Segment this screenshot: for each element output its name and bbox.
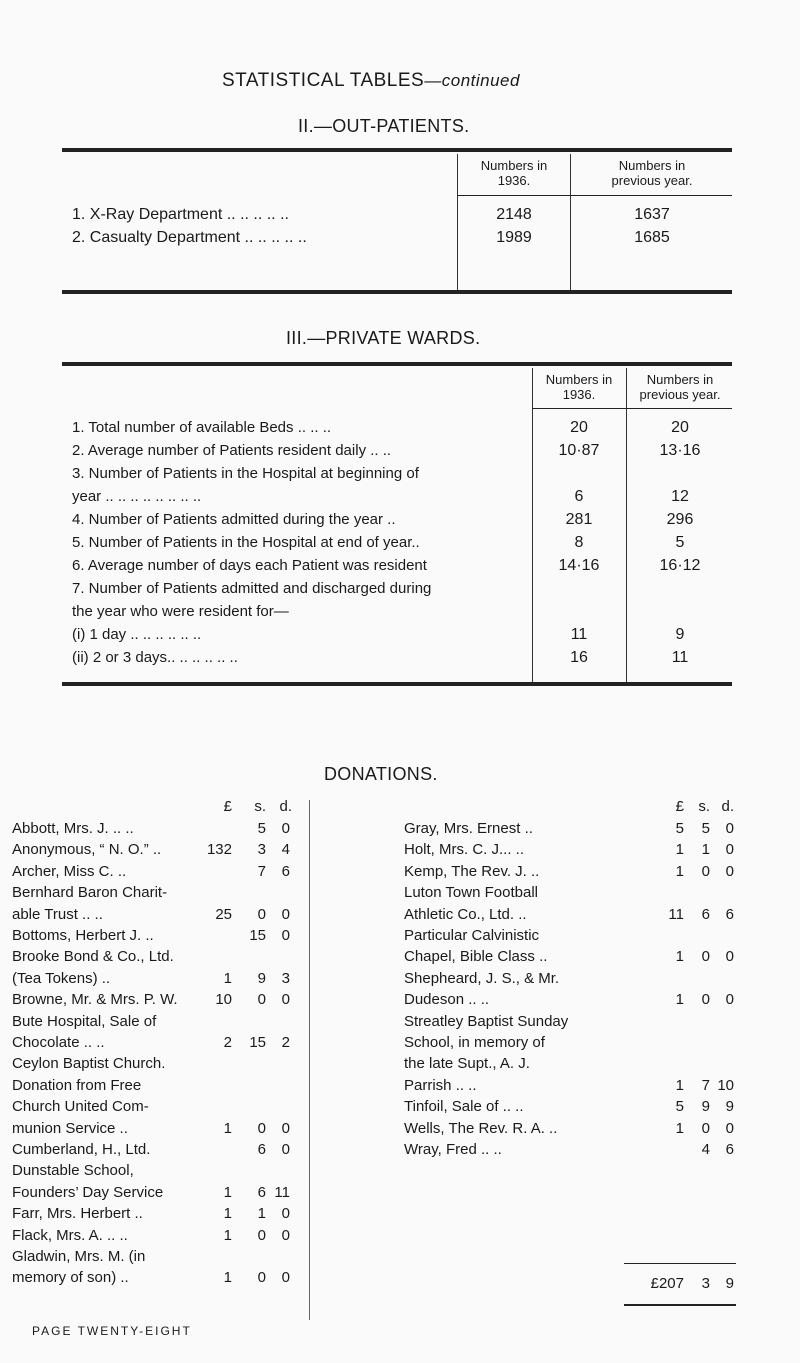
header-rule (532, 408, 732, 409)
top-rule (62, 148, 732, 152)
page-header (222, 70, 520, 92)
value-previous: 5 (675, 534, 685, 551)
shillings: 0 (257, 905, 266, 923)
total-rule-bottom (624, 1304, 736, 1306)
shillings: 6 (701, 905, 710, 923)
pence: 6 (281, 862, 290, 880)
pence: 4 (281, 841, 290, 859)
table-row-label: 1. X-Ray Department .. .. .. .. .. (72, 206, 289, 223)
column-header-1936: Numbers in 1936. (545, 372, 613, 402)
shillings: 15 (249, 1034, 266, 1051)
outpatients-title: II.—OUT-PATIENTS. (298, 116, 470, 136)
pence: 0 (725, 841, 734, 859)
value-previous: 1685 (634, 229, 670, 246)
pounds: 1 (675, 1076, 684, 1094)
donations-title: DONATIONS. (324, 764, 438, 784)
donor-name: Cumberland, H., Ltd. (12, 1141, 151, 1158)
donor-name: Parrish .. .. (404, 1076, 477, 1094)
value-previous: 296 (666, 511, 694, 528)
pounds: 1 (223, 1183, 232, 1201)
pence: 3 (281, 969, 290, 987)
value-1936: 8 (574, 534, 584, 551)
shillings: 15 (249, 927, 266, 944)
shillings: 7 (257, 862, 266, 880)
shillings: 0 (257, 1269, 266, 1287)
shillings: 6 (257, 1141, 266, 1158)
column-header-previous: Numbers in previous year. (639, 372, 721, 402)
shillings: 9 (257, 969, 266, 987)
donor-name: Dudeson .. .. (404, 991, 490, 1009)
pence: 0 (725, 948, 734, 966)
left-pence-head: d. (279, 798, 292, 815)
donor-name: munion Service .. (12, 1119, 128, 1137)
left-shillings-head: s. (254, 798, 266, 815)
donor-name: Brooke Bond & Co., Ltd. (12, 948, 174, 966)
table-row-label: the year who were resident for— (72, 603, 289, 620)
shillings: 0 (701, 948, 710, 966)
shillings: 0 (701, 1119, 710, 1137)
pence: 0 (281, 927, 290, 944)
value-previous: 16·12 (659, 557, 701, 574)
value-1936: 2148 (496, 206, 532, 223)
donor-name: Gray, Mrs. Ernest .. (404, 820, 533, 837)
shillings: 4 (701, 1141, 710, 1158)
donor-name: Bute Hospital, Sale of (12, 1012, 157, 1030)
shillings: 1 (701, 841, 710, 859)
pence: 0 (281, 1269, 290, 1287)
shillings: 0 (257, 1119, 266, 1137)
right-shillings-head: s. (698, 798, 710, 815)
value-1936: 10·87 (558, 442, 600, 459)
pence: 9 (725, 1098, 734, 1116)
pence: 0 (281, 820, 290, 837)
value-previous: 12 (671, 488, 689, 505)
total-pounds: £207 (650, 1275, 684, 1292)
pence: 0 (725, 820, 734, 837)
donor-name: Bernhard Baron Charit- (12, 884, 168, 902)
value-1936: 6 (574, 488, 584, 505)
donor-name: Ceylon Baptist Church. (12, 1055, 166, 1073)
shillings: 6 (257, 1183, 266, 1201)
table-row-label: year .. .. .. .. .. .. .. .. (72, 488, 202, 505)
pence: 11 (274, 1183, 290, 1201)
pounds: 1 (223, 1226, 232, 1244)
value-1936: 281 (565, 511, 593, 528)
shillings: 0 (257, 991, 266, 1009)
column-header-previous: Numbers in previous year. (611, 158, 693, 188)
pence: 0 (281, 991, 290, 1009)
table-row-label: 2. Casualty Department .. .. .. .. .. (72, 229, 307, 246)
table-row-label: 2. Average number of Patients resident daily .. .. (72, 442, 392, 459)
shillings: 5 (257, 820, 266, 837)
donor-name: Luton Town Football (404, 884, 538, 902)
private-wards-title: III.—PRIVATE WARDS. (286, 328, 481, 348)
right-pence-head: d. (721, 798, 734, 815)
pence: 6 (725, 905, 734, 923)
donor-name: Particular Calvinistic (404, 927, 540, 944)
pounds: 11 (668, 905, 684, 923)
donor-name: Church United Com- (12, 1098, 149, 1116)
donor-name: (Tea Tokens) .. (12, 969, 111, 987)
shillings: 0 (701, 862, 710, 880)
value-1936: 16 (570, 649, 588, 666)
pounds: 1 (675, 991, 684, 1009)
donor-name: School, in memory of (404, 1034, 545, 1051)
pence: 0 (281, 1205, 290, 1223)
donor-name: Wray, Fred .. .. (404, 1141, 502, 1158)
donor-name: Founders’ Day Service (12, 1183, 164, 1201)
header-continued: —continued (424, 71, 520, 90)
pence: 0 (281, 1119, 290, 1137)
table-row-label: 7. Number of Patients admitted and discharged during (72, 580, 432, 597)
pence: 0 (725, 862, 734, 880)
left-pound-head: £ (223, 798, 232, 815)
donor-name: Browne, Mr. & Mrs. P. W. (12, 991, 178, 1009)
pence: 0 (281, 1141, 290, 1158)
pence: 2 (281, 1034, 290, 1051)
pounds: 5 (675, 1098, 684, 1116)
top-rule (62, 362, 732, 366)
value-previous: 20 (671, 419, 689, 436)
shillings: 0 (701, 991, 710, 1009)
bottom-rule (62, 682, 732, 686)
table-row-label: 6. Average number of days each Patient was resident (72, 557, 427, 574)
donor-name: Archer, Miss C. .. (12, 862, 127, 880)
value-1936: 1989 (496, 229, 532, 246)
value-1936: 20 (570, 419, 588, 436)
pounds: 1 (675, 1119, 684, 1137)
shillings: 7 (701, 1076, 710, 1094)
pence: 0 (281, 905, 290, 923)
donor-name: Anonymous, “ N. O.” .. (12, 841, 162, 859)
table-row-label: 3. Number of Patients in the Hospital at beginning of (72, 465, 419, 482)
donor-name: Farr, Mrs. Herbert .. (12, 1205, 143, 1223)
donor-name: Flack, Mrs. A. .. .. (12, 1226, 128, 1244)
shillings: 5 (701, 820, 710, 837)
donor-name: Tinfoil, Sale of .. .. (404, 1098, 524, 1116)
column-divider (457, 154, 458, 294)
total-shillings: 3 (701, 1275, 710, 1292)
pounds: 10 (215, 991, 232, 1009)
value-previous: 9 (675, 626, 685, 643)
column-divider (626, 368, 627, 686)
column-divider (532, 368, 533, 686)
pounds: 1 (675, 841, 684, 859)
donor-name: Shepheard, J. S., & Mr. (404, 969, 560, 987)
table-row-label: (i) 1 day .. .. .. .. .. .. (72, 626, 202, 643)
column-divider (570, 154, 571, 294)
shillings: 0 (257, 1226, 266, 1244)
pence: 0 (281, 1226, 290, 1244)
table-row-label: 5. Number of Patients in the Hospital at end of year.. (72, 534, 420, 551)
pounds: 1 (223, 969, 232, 987)
right-pound-head: £ (675, 798, 684, 815)
donor-name: Chapel, Bible Class .. (404, 948, 548, 966)
pence: 0 (725, 991, 734, 1009)
header-rule (457, 195, 732, 196)
table-row-label: 1. Total number of available Beds .. .. .. (72, 419, 332, 436)
donor-name: the late Supt., A. J. (404, 1055, 530, 1073)
donor-name: Streatley Baptist Sunday (404, 1012, 569, 1030)
donor-name: Chocolate .. .. (12, 1034, 105, 1051)
pounds: 132 (206, 841, 232, 859)
pence: 10 (717, 1076, 734, 1094)
value-previous: 13·16 (659, 442, 701, 459)
value-1936: 14·16 (558, 557, 600, 574)
donor-name: Athletic Co., Ltd. .. (404, 905, 527, 923)
donor-name: Kemp, The Rev. J. .. (404, 862, 540, 880)
column-divider (309, 800, 310, 1320)
donor-name: Bottoms, Herbert J. .. (12, 927, 154, 944)
bottom-rule (62, 290, 732, 294)
donor-name: Holt, Mrs. C. J... .. (404, 841, 525, 859)
table-row-label: (ii) 2 or 3 days.. .. .. .. .. .. (72, 649, 238, 666)
donor-name: Donation from Free (12, 1076, 142, 1094)
pounds: 2 (223, 1034, 232, 1051)
pence: 0 (725, 1119, 734, 1137)
pounds: 1 (675, 862, 684, 880)
pence: 6 (725, 1141, 734, 1158)
total-pence: 9 (725, 1275, 734, 1292)
value-previous: 11 (671, 649, 689, 666)
pounds: 1 (223, 1119, 232, 1137)
pounds: 1 (223, 1269, 232, 1287)
pounds: 5 (675, 820, 684, 837)
shillings: 3 (257, 841, 266, 859)
pounds: 25 (215, 905, 232, 923)
value-previous: 1637 (634, 206, 670, 223)
shillings: 1 (257, 1205, 266, 1223)
table-row-label: 4. Number of Patients admitted during the year .. (72, 511, 396, 528)
donor-name: Dunstable School, (12, 1162, 134, 1180)
pounds: 1 (675, 948, 684, 966)
donor-name: Gladwin, Mrs. M. (in (12, 1248, 146, 1265)
donor-name: able Trust .. .. (12, 905, 103, 923)
value-1936: 11 (570, 626, 588, 643)
donor-name: Wells, The Rev. R. A. .. (404, 1119, 558, 1137)
total-rule-top (624, 1263, 736, 1264)
pounds: 1 (223, 1205, 232, 1223)
column-header-1936: Numbers in 1936. (480, 158, 548, 188)
donor-name: memory of son) .. (12, 1269, 129, 1287)
shillings: 9 (701, 1098, 710, 1116)
header-title: STATISTICAL TABLES (222, 70, 425, 91)
donor-name: Abbott, Mrs. J. .. .. (12, 820, 134, 837)
page-footer: PAGE TWENTY-EIGHT (32, 1324, 192, 1338)
